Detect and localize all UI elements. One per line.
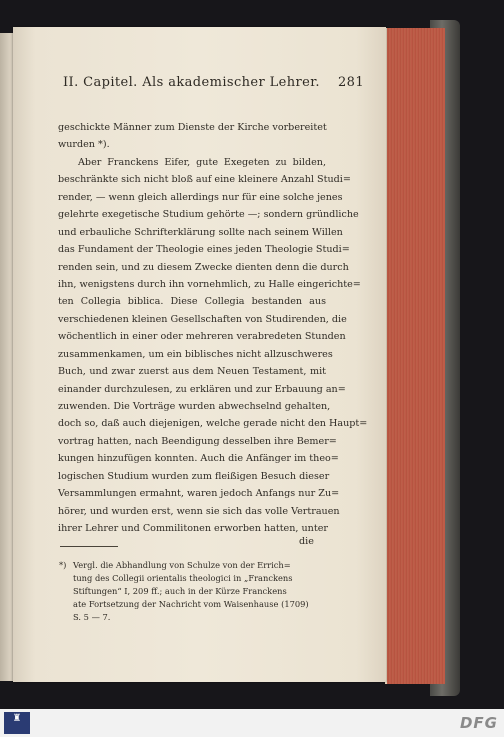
page-header <box>33 75 364 95</box>
book-page <box>13 27 386 682</box>
text-line: ten Collegia biblica. Diese Collegia bestanden aus <box>58 296 326 308</box>
text-line: vortrag hatten, nach Beendigung desselben ihre Bemer= <box>58 435 337 447</box>
page-number: 281 <box>337 75 364 90</box>
footnote-mark: *) <box>59 560 67 570</box>
footnote <box>59 559 323 624</box>
text-line: Aber Franckens Eifer, gute Exegeten zu bilden, <box>78 156 326 168</box>
body-text <box>58 119 368 538</box>
text-line: gelehrte exegetische Studium gehörte —; sondern gründliche <box>58 209 359 221</box>
text-line: Versammlungen ermahnt, waren jedoch Anfangs nur Zu= <box>58 488 340 500</box>
text-line: renden sein, und zu diesem Zwecke dienten denn die durch <box>58 261 349 273</box>
text-line: und erbauliche Schrifterklärung sollte nach seinem Willen <box>58 226 343 238</box>
footnote-rule <box>60 546 118 547</box>
text-line: geschickte Männer zum Dienste der Kirche vorbereitet <box>58 122 327 133</box>
footnote-line: tung des Collegii orientalis theologici in „Franckens <box>73 573 293 583</box>
catchword: die <box>299 536 314 547</box>
text-line: wurden *). <box>58 139 110 151</box>
running-title: II. Capitel. Als akademischer Lehrer. <box>63 75 320 90</box>
footnote-line: Vergl. die Abhandlung von Schulze von der Errich= <box>73 560 291 570</box>
text-line: verschiedenen kleinen Gesellschaften von Studirenden, die <box>58 313 347 325</box>
text-line: ihn, wenigstens durch ihn vornehmlich, zu Halle eingerichte= <box>58 278 361 290</box>
text-line: ihrer Lehrer und Commilitonen erworben hatten, unter <box>58 523 328 535</box>
footnote-line: ate Fortsetzung der Nachricht vom Waisenhause (1709) <box>73 599 309 609</box>
institution-logo[interactable] <box>4 712 30 734</box>
page-edges <box>385 28 445 684</box>
text-line: wöchentlich in einer oder mehreren verabredeten Stunden <box>58 331 346 343</box>
text-line: zusammenkamen, um ein biblisches nicht allzuschweres <box>58 348 333 360</box>
text-line: zuwenden. Die Vorträge wurden abwechselnd gehalten, <box>58 401 331 412</box>
footnote-line: Stiftungen“ I, 209 ff.; auch in der Kürze Franckens <box>73 586 287 596</box>
text-line: Buch, und zwar zuerst aus dem Neuen Testament, mit <box>58 366 326 378</box>
text-line: hörer, und wurden erst, wenn sie sich das volle Vertrauen <box>58 505 340 517</box>
stiftung-icon: ♜ <box>12 713 22 724</box>
viewer-footer <box>0 709 504 737</box>
text-line: render, — wenn gleich allerdings nur für eine solche jenes <box>58 191 343 203</box>
dfg-logo[interactable]: DFG <box>459 714 498 732</box>
text-line: kungen hinzufügen konnten. Auch die Anfänger im theo= <box>58 453 339 465</box>
text-line: logischen Studium wurden zum fleißigen Besuch dieser <box>58 470 330 482</box>
text-line: einander durchzulesen, zu erklären und zur Erbauung an= <box>58 383 346 395</box>
footnote-line: S. 5 — 7. <box>73 612 111 622</box>
text-line: beschränkte sich nicht bloß auf eine kleinere Anzahl Studi= <box>58 174 351 186</box>
text-line: doch so, daß auch diejenigen, welche gerade nicht den Haupt= <box>58 418 368 430</box>
text-line: das Fundament der Theologie eines jeden Theologie Studi= <box>58 244 350 256</box>
